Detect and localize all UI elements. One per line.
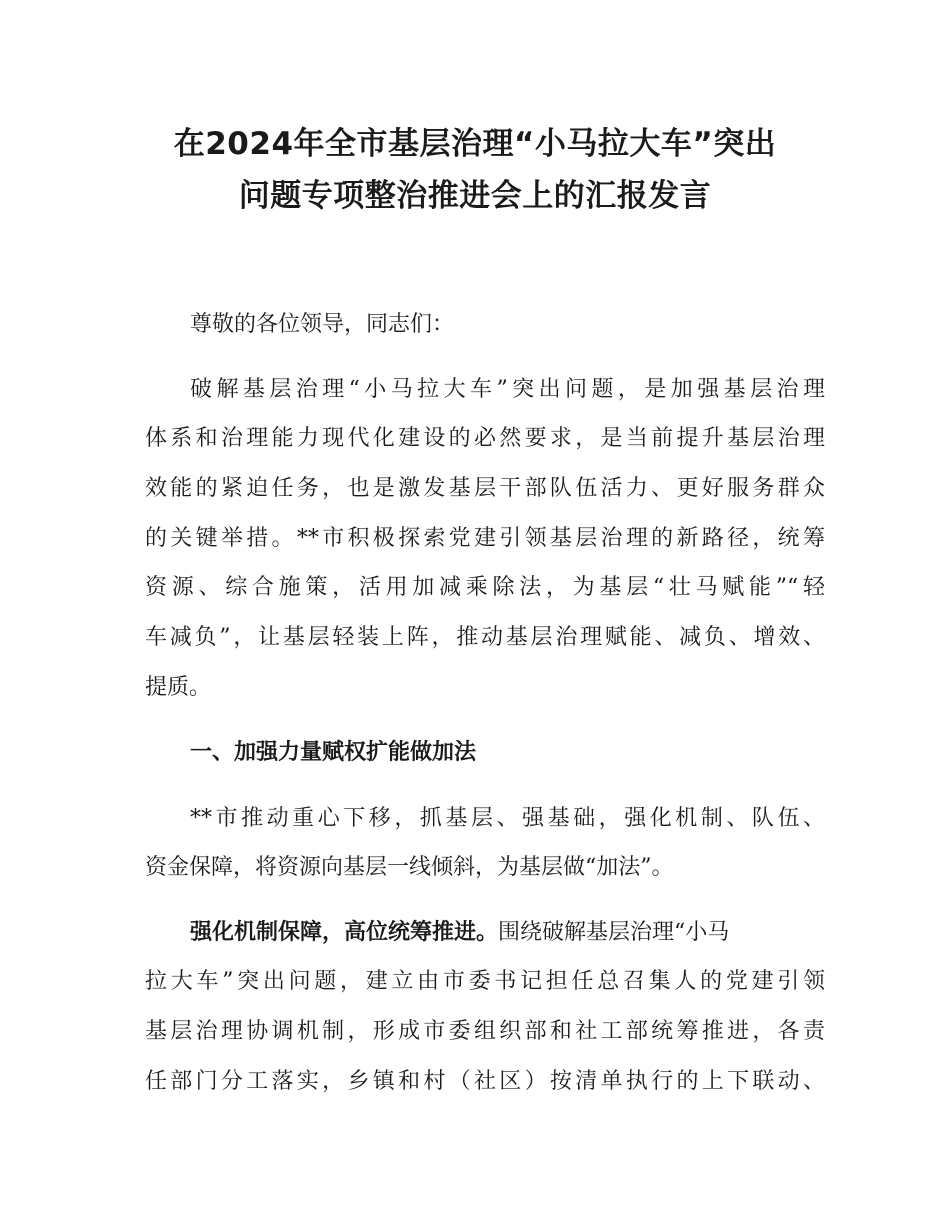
paragraph-3-line-1-rest: 围绕破解基层治理“小马 (498, 920, 730, 945)
paragraph-2-line-2: 资金保障，将资源向基层一线倾斜，为基层做“加法”。 (145, 855, 674, 880)
paragraph-1-line-5: 资源、综合施策，活用加减乘除法，为基层“壮马赋能”“轻 (145, 575, 825, 600)
paragraph-1-line-4: 的关键举措。**市积极探索党建引领基层治理的新路径，统筹 (145, 526, 825, 551)
greeting: 尊敬的各位领导，同志们： (190, 312, 455, 337)
paragraph-3-line-4: 任部门分工落实，乡镇和村（社区）按清单执行的上下联动、 (145, 1069, 825, 1094)
paragraph-2-line-1: **市推动重心下移，抓基层、强基础，强化机制、队伍、 (190, 806, 825, 831)
paragraph-1-line-2: 体系和治理能力现代化建设的必然要求，是当前提升基层治理 (145, 426, 825, 451)
paragraph-3-line-1 (190, 918, 729, 948)
paragraph-3-lead: 强化机制保障，高位统筹推进。 (190, 920, 499, 945)
paragraph-1-line-7: 提质。 (145, 675, 212, 700)
document-title-line-2: 问题专项整治推进会上的汇报发言 (238, 178, 712, 214)
paragraph-1-line-6: 车减负”，让基层轻装上阵，推动基层治理赋能、减负、增效、 (145, 625, 825, 650)
paragraph-3-line-3: 基层治理协调机制，形成市委组织部和社工部统筹推进，各责 (145, 1019, 825, 1044)
paragraph-1-line-1: 破解基层治理“小马拉大车”突出问题，是加强基层治理 (190, 377, 825, 402)
document-title-line-1: 在2024年全市基层治理“小马拉大车”突出 (173, 126, 777, 162)
paragraph-1-line-3: 效能的紧迫任务，也是激发基层干部队伍活力、更好服务群众 (145, 476, 825, 501)
section-heading-1: 一、加强力量赋权扩能做加法 (190, 740, 477, 765)
paragraph-3-line-2: 拉大车”突出问题，建立由市委书记担任总召集人的党建引领 (145, 969, 825, 994)
